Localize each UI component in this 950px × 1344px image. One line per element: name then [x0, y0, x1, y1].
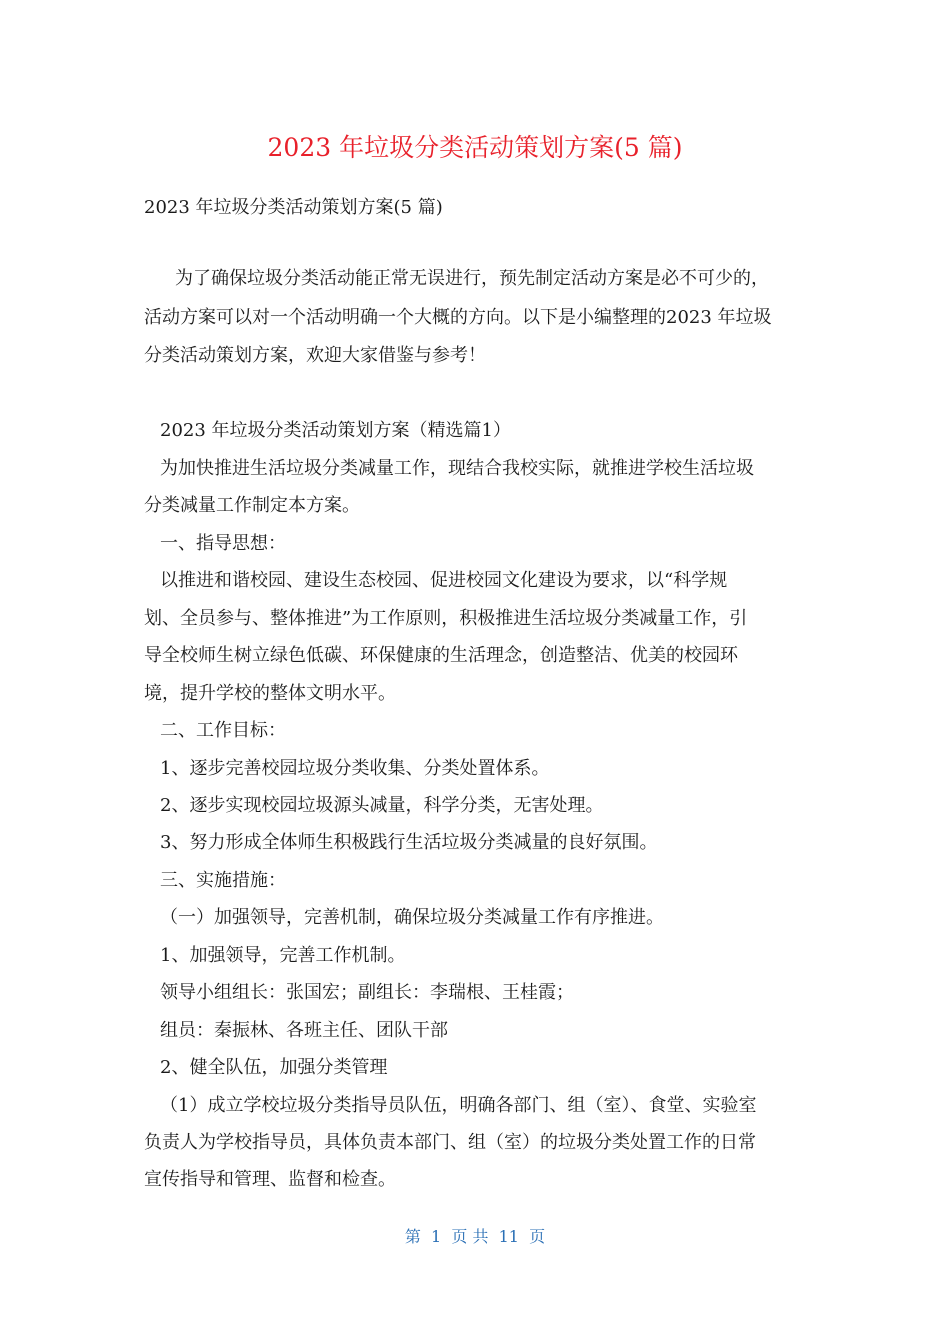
list-item: 2、健全队伍，加强分类管理	[160, 1057, 388, 1078]
body-paragraph-line: 领导小组组长：张国宏；副组长：李瑞根、王桂霞；	[160, 982, 574, 1003]
body-paragraph-line: 划、全员参与、整体推进”为工作原则，积极推进生活垃圾分类减量工作，引	[144, 608, 748, 629]
body-paragraph-line: 境，提升学校的整体文明水平。	[144, 683, 396, 704]
body-paragraph-line: （1）成立学校垃圾分类指导员队伍，明确各部门、组（室）、食堂、实验室	[160, 1095, 757, 1116]
document-title: 2023 年垃圾分类活动策划方案(5 篇)	[267, 133, 683, 162]
body-paragraph-line: 为加快推进生活垃圾分类减量工作，现结合我校实际，就推进学校生活垃圾	[160, 458, 754, 479]
list-item: 1、加强领导，完善工作机制。	[160, 945, 406, 966]
heading-guiding-ideology: 一、指导思想：	[160, 533, 286, 554]
body-paragraph-line: 以推进和谐校园、建设生态校园、促进校园文化建设为要求，以“科学规	[160, 570, 728, 591]
list-item: 1、逐步完善校园垃圾分类收集、分类处置体系。	[160, 758, 550, 779]
intro-line-2: 活动方案可以对一个活动明确一个大概的方向。以下是小编整理的2023 年垃圾	[144, 307, 772, 328]
body-paragraph-line: 导全校师生树立绿色低碳、环保健康的生活理念，创造整洁、优美的校园环	[144, 645, 738, 666]
list-item: 3、努力形成全体师生积极践行生活垃圾分类减量的良好氛围。	[160, 832, 658, 853]
body-paragraph-line: 分类减量工作制定本方案。	[144, 495, 360, 516]
heading-work-goals: 二、工作目标：	[160, 720, 286, 741]
intro-line-3: 分类活动策划方案，欢迎大家借鉴与参考！	[144, 345, 486, 366]
body-paragraph-line: 负责人为学校指导员，具体负责本部门、组（室）的垃圾分类处置工作的日常	[144, 1132, 756, 1153]
section-heading: 2023 年垃圾分类活动策划方案（精选篇1）	[160, 420, 511, 441]
heading-measures: 三、实施措施：	[160, 870, 286, 891]
page-number-footer: 第 1 页 共 11 页	[404, 1227, 546, 1246]
body-paragraph-line: 宣传指导和管理、监督和检查。	[144, 1169, 396, 1190]
intro-line-1: 为了确保垃圾分类活动能正常无误进行，预先制定活动方案是必不可少的，	[175, 268, 769, 289]
list-item: 2、逐步实现校园垃圾源头减量，科学分类，无害处理。	[160, 795, 604, 816]
body-paragraph-line: 组员：秦振林、各班主任、团队干部	[160, 1020, 448, 1041]
document-subtitle: 2023 年垃圾分类活动策划方案(5 篇)	[144, 197, 443, 218]
body-paragraph-line: （一）加强领导，完善机制，确保垃圾分类减量工作有序推进。	[160, 907, 664, 928]
